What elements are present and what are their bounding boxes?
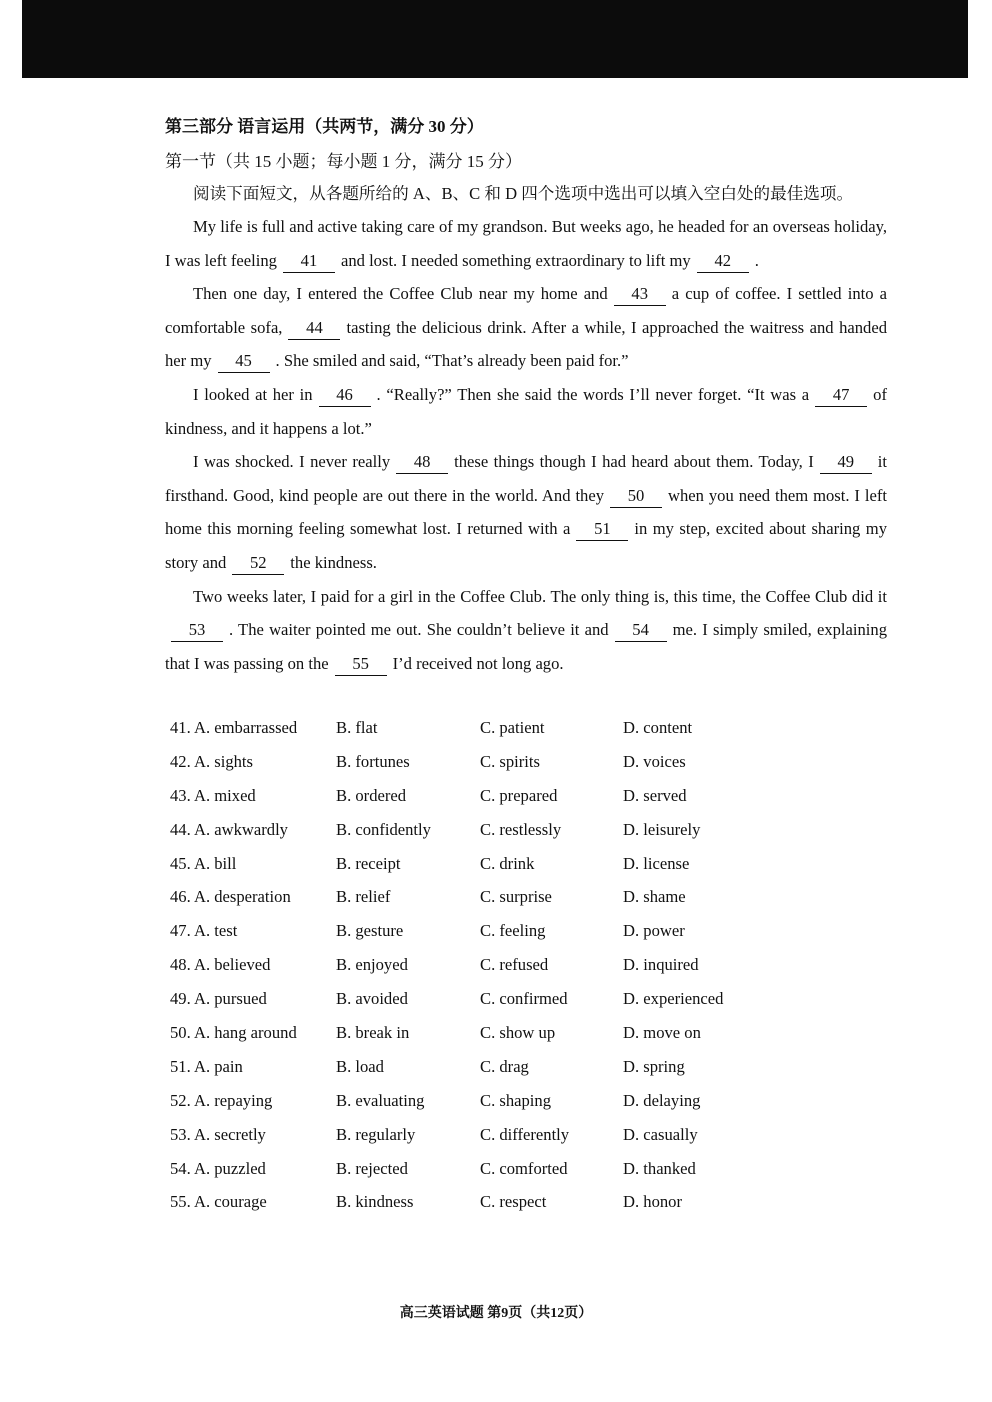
option-c: C. spirits <box>480 751 540 771</box>
option-c: C. respect <box>480 1192 547 1212</box>
option-c: C. surprise <box>480 887 552 907</box>
option-d: D. delaying <box>623 1090 701 1110</box>
passage-text: I looked at her in <box>193 384 313 404</box>
option-b: B. evaluating <box>336 1090 425 1110</box>
option-c: C. differently <box>480 1124 570 1144</box>
blank-49: 49 <box>820 451 872 474</box>
blank-55: 55 <box>335 653 387 676</box>
option-b: B. ordered <box>336 785 407 805</box>
passage-text: these things though I had heard about them. Today, I <box>454 452 814 472</box>
blank-42: 42 <box>697 250 749 273</box>
option-d: D. spring <box>623 1056 685 1076</box>
section-title: 第一节（共 15 小题；每小题 1 分，满分 15 分） <box>165 152 522 171</box>
option-a: 49. A. pursued <box>170 989 267 1009</box>
passage-text: tasting the delicious drink. After a while, I approached the waitress and handed her my <box>165 317 888 371</box>
option-b: B. flat <box>336 718 378 737</box>
option-b: B. regularly <box>336 1124 416 1144</box>
option-b: B. relief <box>336 887 391 907</box>
blank-54: 54 <box>615 619 667 642</box>
option-b: B. rejected <box>336 1158 408 1178</box>
option-b: B. load <box>336 1056 384 1076</box>
option-a: 42. A. sights <box>170 751 253 771</box>
passage-text: Two weeks later, I paid for a girl in the Coffee Club. The only thing is, this time, the Coffee Club did it <box>193 586 887 606</box>
passage-text: and lost. I needed something extraordinary to lift my <box>340 250 691 270</box>
option-c: C. shaping <box>480 1090 551 1110</box>
option-a: 47. A. test <box>170 921 238 941</box>
passage-paragraph-1 <box>165 210 887 277</box>
option-b: B. gesture <box>336 921 404 941</box>
redacted-header-band <box>22 0 968 78</box>
passage-text: My life is full and active taking care of my grandson. But weeks ago, he headed for an overseas holiday, I was left feeling <box>165 217 887 270</box>
option-c: C. patient <box>480 718 545 737</box>
passage-text: . The waiter pointed me out. She couldn’t believe it and <box>229 620 609 640</box>
blank-53: 53 <box>171 619 223 642</box>
option-a: 50. A. hang around <box>170 1023 297 1043</box>
blank-51: 51 <box>576 518 628 541</box>
option-d: D. honor <box>623 1192 682 1212</box>
option-c: C. confirmed <box>480 989 568 1009</box>
option-d: D. shame <box>623 887 686 907</box>
option-b: B. fortunes <box>336 751 410 771</box>
option-d: D. thanked <box>623 1158 696 1178</box>
passage-text: the kindness. <box>290 552 377 572</box>
option-c: C. prepared <box>480 785 558 805</box>
option-a: 45. A. bill <box>170 853 237 873</box>
option-d: D. power <box>623 921 685 941</box>
option-a: 53. A. secretly <box>170 1124 266 1144</box>
passage-paragraph-5 <box>165 580 887 681</box>
passage-text: . “Really?” Then she said the words I’ll never forget. “It was a <box>376 384 810 404</box>
option-d: D. served <box>623 785 687 805</box>
passage-text: of kindness, and it happens a lot.” <box>165 384 887 438</box>
passage-text: a cup of coffee. I settled into a comfortable sofa, <box>165 284 888 337</box>
option-c: C. drink <box>480 853 535 873</box>
passage-text: I’d received not long ago. <box>392 653 564 673</box>
passage <box>165 210 887 680</box>
instructions: 阅读下面短文，从各题所给的 A、B、C 和 D 四个选项中选出可以填入空白处的最佳选项。 <box>193 184 854 203</box>
option-c: C. refused <box>480 955 549 975</box>
passage-text: Then one day, I entered the Coffee Club near my home and <box>193 284 608 304</box>
option-a: 48. A. believed <box>170 955 271 975</box>
option-d: D. voices <box>623 751 686 771</box>
option-b: B. break in <box>336 1023 410 1043</box>
passage-text: . <box>754 250 759 270</box>
option-a: 44. A. awkwardly <box>170 819 288 839</box>
blank-47: 47 <box>815 384 867 407</box>
blank-50: 50 <box>610 485 662 508</box>
page-footer: 高三英语试题 第9页（共12页） <box>399 1306 593 1321</box>
option-c: C. restlessly <box>480 819 562 839</box>
option-d: D. casually <box>623 1124 698 1144</box>
option-a: 51. A. pain <box>170 1056 243 1076</box>
option-a: 41. A. embarrassed <box>170 718 298 737</box>
option-c: C. comforted <box>480 1158 568 1178</box>
option-d: D. move on <box>623 1023 701 1043</box>
option-a: 55. A. courage <box>170 1192 267 1212</box>
option-a: 46. A. desperation <box>170 887 291 907</box>
option-b: B. kindness <box>336 1192 414 1212</box>
blank-44: 44 <box>288 317 340 340</box>
passage-text: me. I simply smiled, explaining that I was passing on the <box>165 620 887 673</box>
option-d: D. license <box>623 853 690 873</box>
passage-paragraph-4 <box>165 445 887 579</box>
option-c: C. show up <box>480 1023 556 1043</box>
passage-paragraph-2 <box>165 277 887 378</box>
option-b: B. confidently <box>336 819 431 839</box>
blank-43: 43 <box>614 283 666 306</box>
option-b: B. avoided <box>336 989 408 1009</box>
passage-text: it firsthand. Good, kind people are out there in the world. And they <box>165 452 888 505</box>
option-c: C. feeling <box>480 921 546 941</box>
blank-48: 48 <box>396 451 448 474</box>
blank-46: 46 <box>319 384 371 407</box>
blank-52: 52 <box>232 552 284 575</box>
passage-text: . She smiled and said, “That’s already been paid for.” <box>275 351 629 371</box>
option-a: 43. A. mixed <box>170 785 256 805</box>
option-d: D. experienced <box>623 989 724 1009</box>
option-a: 54. A. puzzled <box>170 1158 266 1178</box>
blank-41: 41 <box>283 250 335 273</box>
option-b: B. enjoyed <box>336 955 408 975</box>
passage-text: when you need them most. I left home this morning feeling somewhat lost. I returned with a <box>165 485 887 539</box>
passage-paragraph-3 <box>165 378 887 445</box>
blank-45: 45 <box>218 350 270 373</box>
option-d: D. content <box>623 718 693 737</box>
passage-text: I was shocked. I never really <box>193 452 391 472</box>
option-b: B. receipt <box>336 853 401 873</box>
option-c: C. drag <box>480 1056 529 1076</box>
option-d: D. inquired <box>623 955 699 975</box>
part-title: 第三部分 语言运用（共两节，满分 30 分） <box>165 117 484 136</box>
passage-text: in my step, excited about sharing my story and <box>165 519 887 572</box>
option-d: D. leisurely <box>623 819 701 839</box>
option-a: 52. A. repaying <box>170 1090 273 1110</box>
